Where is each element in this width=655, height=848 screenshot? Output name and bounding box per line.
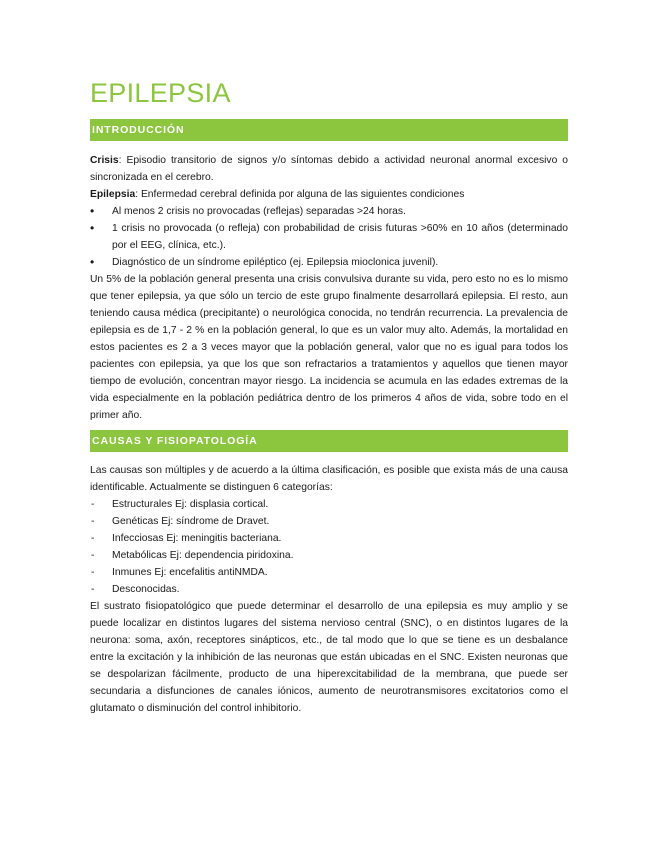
crisis-definition [90, 152, 568, 186]
epilepsia-definition [90, 186, 568, 203]
list-item: - Genéticas Ej: síndrome de Dravet. [90, 513, 568, 530]
section-body-introduccion [90, 152, 568, 424]
condition-list [90, 203, 568, 271]
list-item: • 1 crisis no provocada (o refleja) con probabilidad de crisis futuras >60% en 10 años (determinado por el EEG, clínica, etc.). [90, 220, 568, 254]
intro-paragraph: Un 5% de la población general presenta una crisis convulsiva durante su vida, pero esto no es lo mismo que tener epilepsia, ya que sólo un tercio de este grupo finalmente desarrollará epilepsia. El resto, aun teniendo causa médica (precipitante) o neurológica conocida, no tendrán recurrencia. La prevalencia de epilepsia es de 1,7 - 2 % en la población general, lo que es un valor muy alto. Además, la mortalidad en estos pacientes es 2 a 3 veces mayor que la población general, valor que no es igual para todos los pacientes con epilepsia, ya que los que son refractarios a tratamientos y aquellos que tienen mayor tiempo de evolución, concentran mayor riesgo. La incidencia se acumula en las edades extremas de la vida especialmente en la población pediátrica dentro de los primeros 4 años de vida, sobre todo en el primer año. [90, 274, 568, 421]
list-item: • Al menos 2 crisis no provocadas (reflejas) separadas >24 horas. [90, 203, 568, 220]
causes-intro: Las causas son múltiples y de acuerdo a la última clasificación, es posible que exista más de una causa identificable. Actualmente se distinguen 6 categorías: [90, 465, 568, 493]
list-item: - Inmunes Ej: encefalitis antiNMDA. [90, 564, 568, 581]
epilepsia-def-text: : Enfermedad cerebral definida por alguna de las siguientes condiciones [135, 189, 465, 200]
document-title: EPILEPSIA [90, 78, 231, 108]
crisis-def-text: : Episodio transitorio de signos y/o síntomas debido a actividad neuronal anormal excesivo o sincronizada en el cerebro. [90, 155, 568, 183]
crisis-term: Crisis [90, 155, 119, 166]
list-item: - Infecciosas Ej: meningitis bacteriana. [90, 530, 568, 547]
section-heading-causas: CAUSAS Y FISIOPATOLOGÍA [90, 430, 568, 452]
physiopathology-paragraph: El sustrato fisiopatológico que puede determinar el desarrollo de una epilepsia es muy amplio y se puede localizar en distintos lugares del sistema nervioso central (SNC), o en distintos lugares de la neurona: soma, axón, receptores sinápticos, etc., de tal modo que lo que se tiene es un desbalance entre la excitación y la inhibición de las neuronas que están ubicadas en el SNC. Existen neuronas que se despolarizan fácilmente, producto de una hiperexcitabilidad de la membrana, que puede ser secundaria a disfunciones de canales iónicos, aumento de neurotransmisores excitatorios como el glutamato o disminución del control inhibitorio. [90, 601, 568, 714]
list-item: - Metabólicas Ej: dependencia piridoxina. [90, 547, 568, 564]
list-item: • Diagnóstico de un síndrome epiléptico (ej. Epilepsia mioclonica juvenil). [90, 254, 568, 271]
list-item: - Desconocidas. [90, 581, 568, 598]
category-list [90, 496, 568, 598]
section-body-causas [90, 462, 568, 717]
epilepsia-term: Epilepsia [90, 189, 136, 200]
list-item: - Estructurales Ej: displasia cortical. [90, 496, 568, 513]
section-heading-introduccion: INTRODUCCIÓN [90, 119, 568, 141]
